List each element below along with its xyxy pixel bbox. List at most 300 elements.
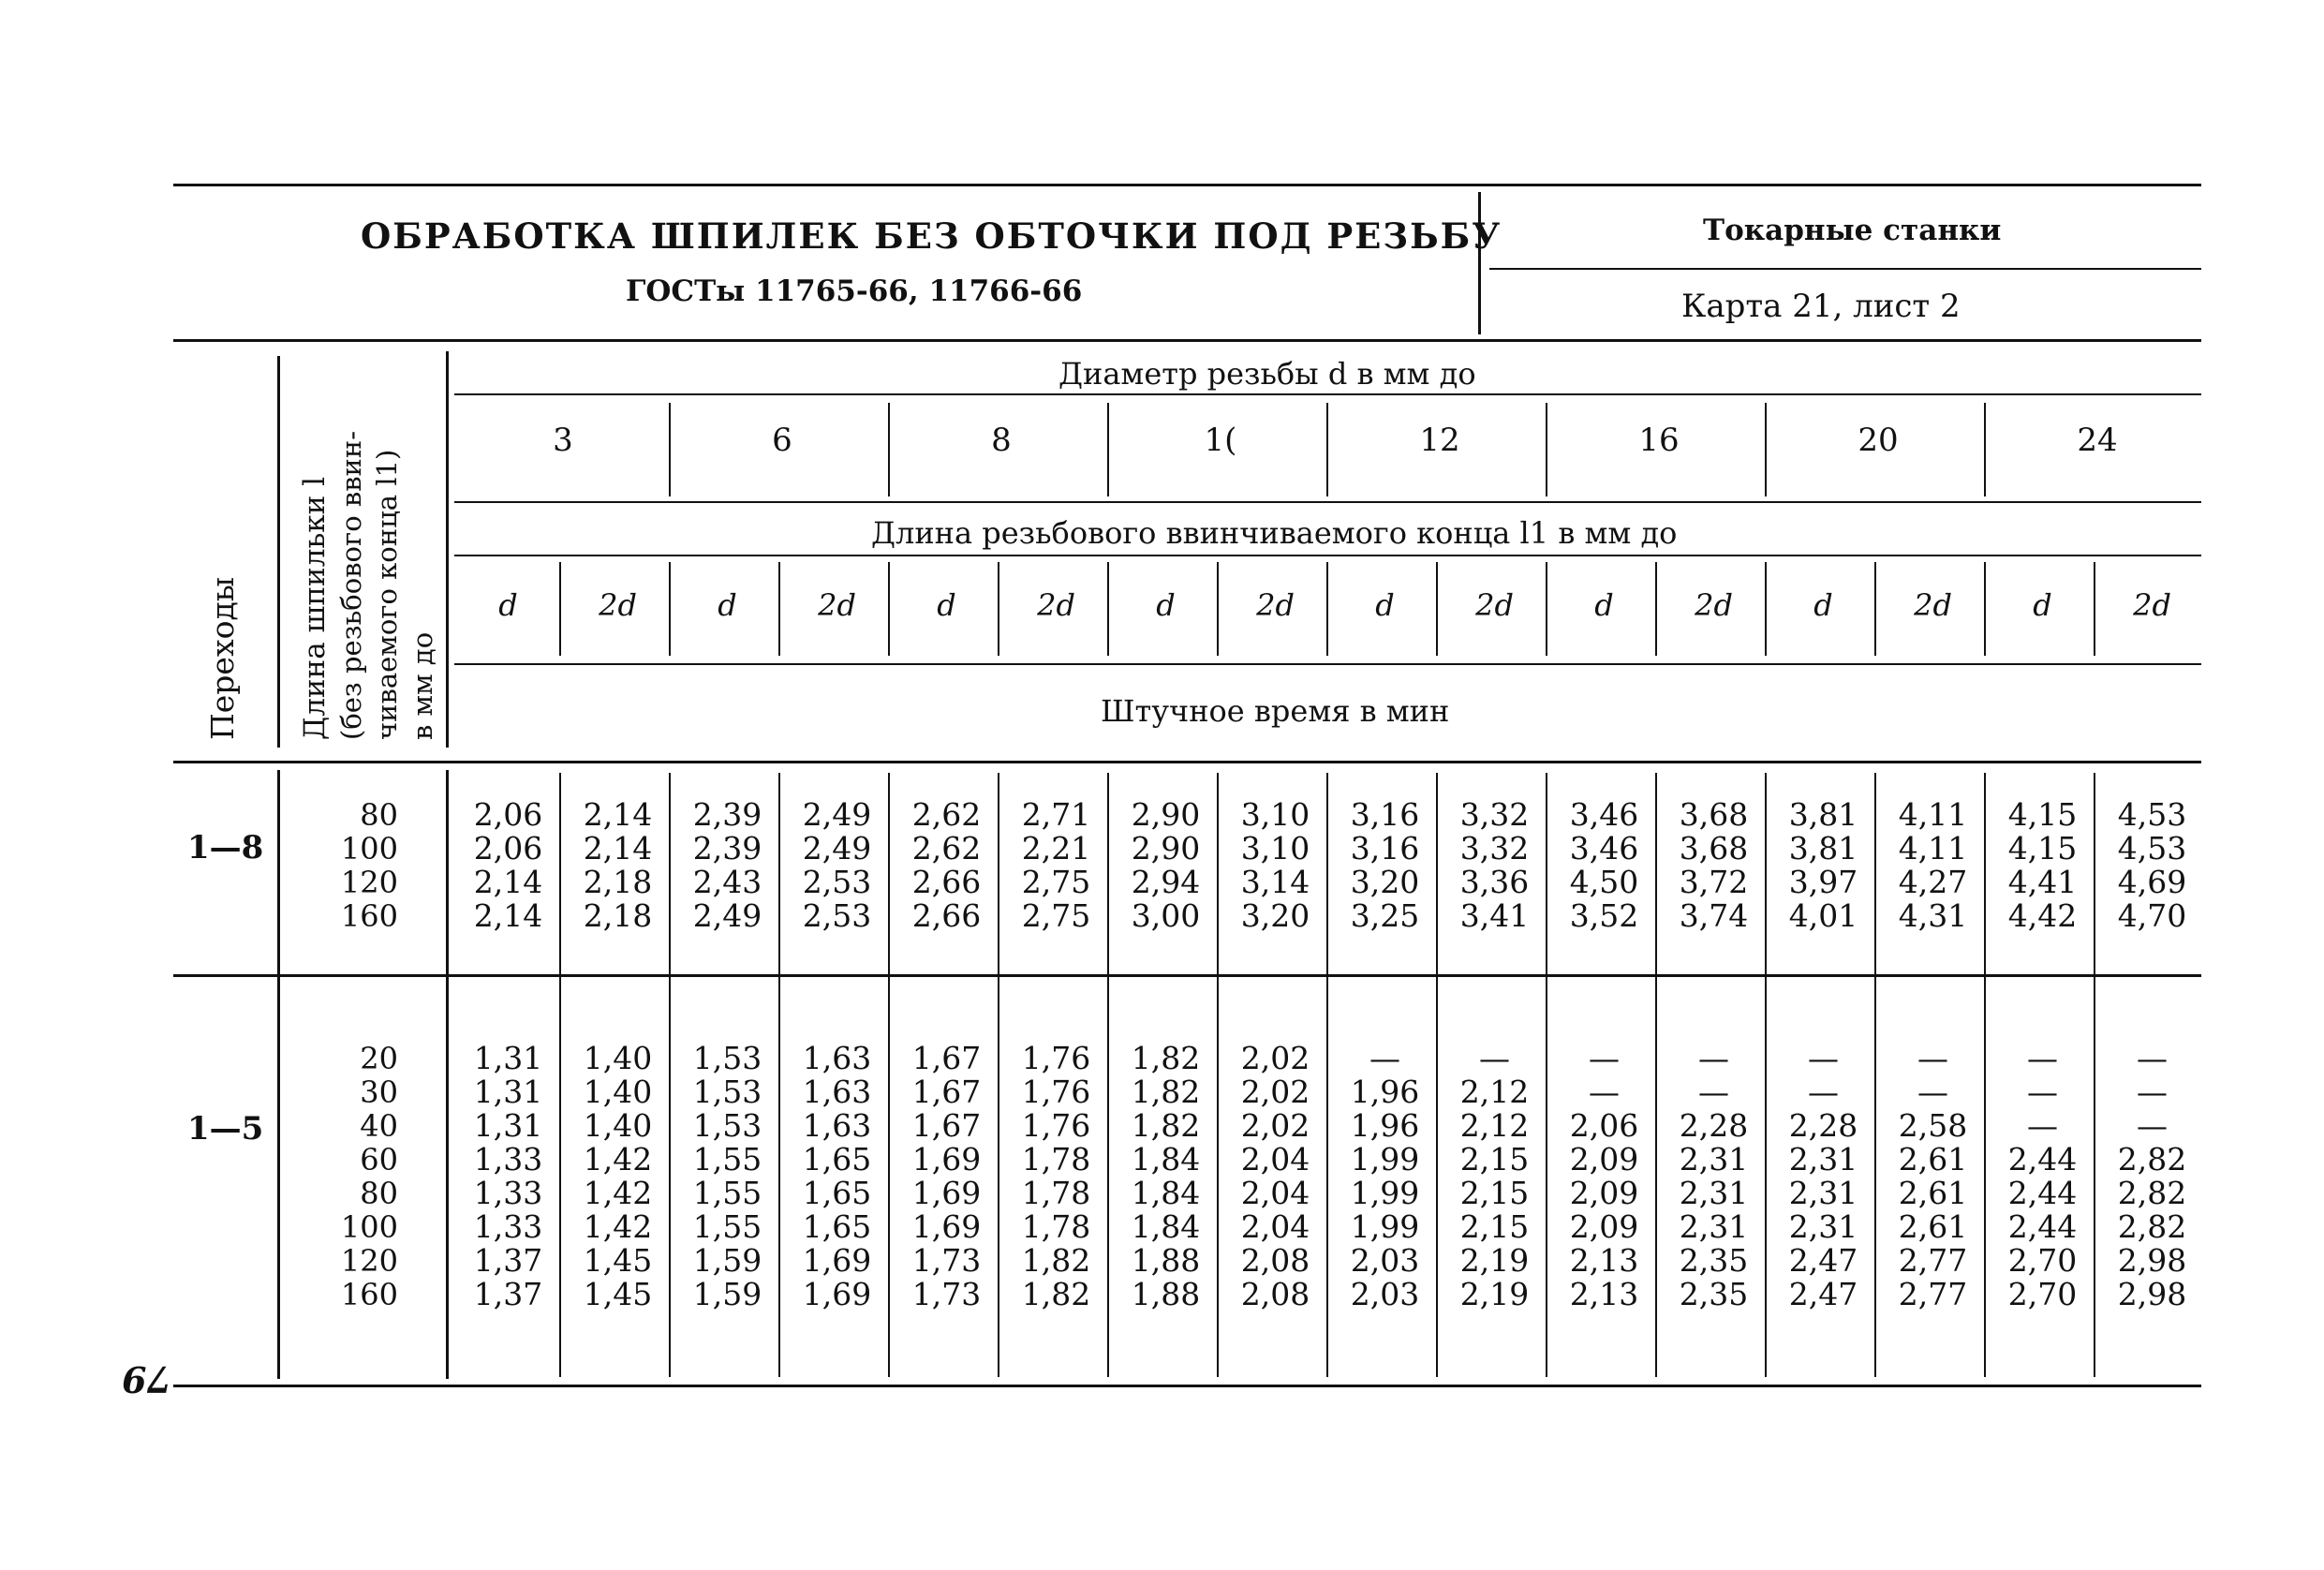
time-value: — [2137, 1107, 2168, 1144]
time-value: — [2137, 1040, 2168, 1076]
time-value: 1,76 [1021, 1107, 1091, 1144]
time-value: 2,82 [2117, 1141, 2187, 1178]
header-bottom-rule [173, 339, 2201, 342]
time-value: 1,99 [1350, 1208, 1420, 1245]
length-value: 120 [340, 865, 398, 900]
diameter-value: 6 [772, 422, 792, 459]
time-value: 2,04 [1240, 1175, 1310, 1211]
time-value: 1,69 [911, 1141, 982, 1178]
time-value: 1,55 [692, 1208, 762, 1245]
time-value: 2,77 [1898, 1276, 1968, 1312]
subcolumn-label: d [1375, 587, 1395, 623]
subcolumn-label: d [2033, 587, 2052, 623]
time-value: 2,09 [1569, 1141, 1639, 1178]
time-value: 1,37 [473, 1242, 543, 1279]
time-value: 2,47 [1788, 1242, 1858, 1279]
subcolumn-divider [1765, 562, 1767, 656]
length-column [323, 1042, 398, 1311]
time-value: 2,14 [583, 830, 653, 866]
time-value: 1,78 [1021, 1208, 1091, 1245]
time-value: 1,31 [473, 1040, 543, 1076]
time-value: 2,66 [911, 897, 982, 934]
subcolumn-label: d [718, 587, 737, 623]
length-value: 100 [340, 831, 398, 866]
rule-under-thread-length [454, 555, 2201, 556]
time-value: 4,15 [2007, 796, 2078, 833]
time-column [1663, 798, 1766, 933]
time-value: 1,69 [802, 1242, 872, 1279]
time-value: 2,61 [1898, 1141, 1968, 1178]
time-value: 2,19 [1459, 1242, 1530, 1279]
time-value: 2,13 [1569, 1276, 1639, 1312]
time-column [1443, 1042, 1547, 1311]
diameter-divider [1107, 403, 1109, 496]
time-value: 2,53 [802, 897, 872, 934]
time-value: 2,15 [1459, 1175, 1530, 1211]
subcolumn-label: 2d [1256, 587, 1295, 623]
gost-reference: ГОСТы 11765-66, 11766-66 [626, 274, 1083, 308]
time-value: 2,90 [1131, 796, 1201, 833]
time-value: 3,81 [1788, 830, 1858, 866]
subcolumn-label: d [498, 587, 518, 623]
time-value: 3,46 [1569, 796, 1639, 833]
time-value: 2,35 [1679, 1242, 1749, 1279]
time-value: — [1479, 1040, 1510, 1076]
time-value: 2,02 [1240, 1074, 1310, 1110]
page-title: ОБРАБОТКА ШПИЛЕК БЕЗ ОБТОЧКИ ПОД РЕЗЬБУ [361, 215, 1502, 257]
time-value: 1,40 [583, 1040, 653, 1076]
time-value: 1,84 [1131, 1208, 1201, 1245]
time-value: 1,82 [1131, 1107, 1201, 1144]
diameter-divider [1984, 403, 1986, 496]
time-value: 2,15 [1459, 1141, 1530, 1178]
subcolumn-label: d [1594, 587, 1614, 623]
time-value: 3,68 [1679, 830, 1749, 866]
time-value: — [2027, 1107, 2058, 1144]
length-column [323, 798, 398, 933]
time-value: 4,42 [2007, 897, 2078, 934]
time-value: — [1808, 1040, 1839, 1076]
time-value: 2,04 [1240, 1141, 1310, 1178]
time-value: 4,53 [2117, 796, 2187, 833]
length-value: 80 [360, 1176, 398, 1211]
time-value: 2,08 [1240, 1242, 1310, 1279]
subcolumn-divider [888, 562, 890, 656]
time-column [1882, 798, 1985, 933]
time-value: 4,41 [2007, 864, 2078, 900]
time-value: 2,82 [2117, 1175, 2187, 1211]
time-value: 2,13 [1569, 1242, 1639, 1279]
time-value: 1,73 [911, 1276, 982, 1312]
time-value: 2,15 [1459, 1208, 1530, 1245]
time-value: 1,42 [583, 1141, 653, 1178]
length-header-line2: (без резьбового ввин- [335, 431, 367, 740]
card-number: Карта 21, лист 2 [1681, 288, 1961, 325]
time-column [896, 798, 999, 933]
time-value: 1,96 [1350, 1074, 1420, 1110]
length-header-line4: в мм до [407, 631, 438, 740]
time-value: 2,31 [1679, 1208, 1749, 1245]
time-value: 1,96 [1350, 1107, 1420, 1144]
time-value: 4,31 [1898, 897, 1968, 934]
time-value: 1,76 [1021, 1040, 1091, 1076]
diameter-value: 3 [553, 422, 573, 459]
time-column [1224, 1042, 1327, 1311]
time-value: 1,53 [692, 1107, 762, 1144]
rule-under-diameter-header [454, 393, 2201, 395]
time-column [1553, 798, 1656, 933]
time-value: 1,33 [473, 1208, 543, 1245]
time-value: 2,35 [1679, 1276, 1749, 1312]
time-value: 2,94 [1131, 864, 1201, 900]
time-value: 3,52 [1569, 897, 1639, 934]
time-value: 4,69 [2117, 864, 2187, 900]
subcolumn-label: d [937, 587, 956, 623]
subcolumn-divider [1107, 562, 1109, 656]
time-value: 1,78 [1021, 1175, 1091, 1211]
time-column [676, 1042, 779, 1311]
time-value: 4,11 [1898, 830, 1968, 866]
diameter-header: Диаметр резьбы d в мм до [1058, 356, 1476, 392]
time-value: 1,88 [1131, 1242, 1201, 1279]
header-right-mid-rule [1489, 268, 2201, 270]
length-header-line1: Длина шпильки l [298, 476, 332, 740]
time-value: 2,66 [911, 864, 982, 900]
time-column [1882, 1042, 1985, 1311]
time-value: 1,78 [1021, 1141, 1091, 1178]
time-value: 2,62 [911, 830, 982, 866]
subcolumn-divider [1546, 562, 1547, 656]
time-value: 3,00 [1131, 897, 1201, 934]
time-column [1772, 1042, 1875, 1311]
time-value: 2,47 [1788, 1276, 1858, 1312]
time-value: 1,82 [1021, 1242, 1091, 1279]
subcolumn-divider [2094, 562, 2095, 656]
length-value: 160 [340, 898, 398, 934]
time-value: 2,12 [1459, 1074, 1530, 1110]
time-value: 3,81 [1788, 796, 1858, 833]
length-value: 100 [340, 1209, 398, 1245]
time-value: 3,20 [1240, 897, 1310, 934]
length-value: 80 [360, 797, 398, 833]
time-value: 1,84 [1131, 1141, 1201, 1178]
time-value: 4,27 [1898, 864, 1968, 900]
diameter-divider [888, 403, 890, 496]
time-value: 2,75 [1021, 864, 1091, 900]
time-value: 3,97 [1788, 864, 1858, 900]
time-value: 1,67 [911, 1040, 982, 1076]
time-column [1005, 798, 1108, 933]
time-value: 2,71 [1021, 796, 1091, 833]
time-column [1991, 1042, 2095, 1311]
time-value: 2,14 [473, 864, 543, 900]
time-value: 4,53 [2117, 830, 2187, 866]
time-value: 3,10 [1240, 830, 1310, 866]
header-divider [1478, 192, 1481, 334]
subcolumn-divider [1217, 562, 1219, 656]
length-value: 40 [360, 1108, 398, 1144]
time-value: 1,40 [583, 1107, 653, 1144]
subcolumn-divider [559, 562, 561, 656]
time-value: 2,61 [1898, 1208, 1968, 1245]
time-value: — [1917, 1074, 1948, 1110]
subcolumn-divider [669, 562, 671, 656]
length-value: 30 [360, 1074, 398, 1110]
time-value: 3,68 [1679, 796, 1749, 833]
time-column [1663, 1042, 1766, 1311]
time-column [786, 1042, 889, 1311]
time-value: 2,49 [802, 830, 872, 866]
subcolumn-divider [1874, 562, 1876, 656]
time-column [567, 1042, 670, 1311]
time-value: 3,32 [1459, 796, 1530, 833]
transitions-header: Переходы [204, 576, 241, 740]
diameter-value: 1( [1204, 422, 1237, 459]
time-value: 2,70 [2007, 1276, 2078, 1312]
bottom-rule [173, 1385, 2201, 1387]
time-column [457, 798, 560, 933]
subcolumn-divider [1436, 562, 1438, 656]
time-value: 1,63 [802, 1040, 872, 1076]
time-column [457, 1042, 560, 1311]
subcolumn-divider [998, 562, 999, 656]
time-value: 2,31 [1788, 1175, 1858, 1211]
diameter-divider [1765, 403, 1767, 496]
time-value: 2,31 [1788, 1141, 1858, 1178]
diameter-value: 24 [2077, 422, 2118, 459]
col-divider-length [446, 351, 449, 748]
time-value: 1,55 [692, 1141, 762, 1178]
time-column [1224, 798, 1327, 933]
group2-transitions: 1—5 [187, 1110, 264, 1148]
diameter-divider [1546, 403, 1547, 496]
time-value: 3,72 [1679, 864, 1749, 900]
subcolumn-label: 2d [1475, 587, 1514, 623]
time-value: 4,15 [2007, 830, 2078, 866]
time-value: 2,19 [1459, 1276, 1530, 1312]
time-value: 3,41 [1459, 897, 1530, 934]
rule-under-subcols [454, 663, 2201, 665]
length-value: 20 [360, 1041, 398, 1076]
time-value: 2,49 [692, 897, 762, 934]
time-value: 2,75 [1021, 897, 1091, 934]
time-value: 2,39 [692, 796, 762, 833]
time-value: 3,14 [1240, 864, 1310, 900]
time-value: 1,37 [473, 1276, 543, 1312]
time-value: 2,58 [1898, 1107, 1968, 1144]
time-value: — [1589, 1074, 1620, 1110]
time-value: 2,61 [1898, 1175, 1968, 1211]
time-value: 2,28 [1788, 1107, 1858, 1144]
diameter-divider [1326, 403, 1328, 496]
time-value: — [2137, 1074, 2168, 1110]
top-rule [173, 184, 2201, 186]
time-value: 1,42 [583, 1208, 653, 1245]
time-value: 2,39 [692, 830, 762, 866]
subcolumn-label: d [1156, 587, 1176, 623]
time-value: 1,53 [692, 1040, 762, 1076]
time-value: 2,82 [2117, 1208, 2187, 1245]
time-column [1334, 798, 1437, 933]
machine-type: Токарные станки [1703, 214, 2002, 247]
time-value: 2,18 [583, 897, 653, 934]
time-value: 1,82 [1021, 1276, 1091, 1312]
time-value: 1,84 [1131, 1175, 1201, 1211]
time-column [1005, 1042, 1108, 1311]
subcolumn-label: 2d [599, 587, 637, 623]
time-value: 2,43 [692, 864, 762, 900]
time-column [1334, 1042, 1437, 1311]
time-value: 1,45 [583, 1242, 653, 1279]
time-value: 2,31 [1679, 1141, 1749, 1178]
time-value: 2,44 [2007, 1208, 2078, 1245]
time-value: 1,69 [911, 1175, 982, 1211]
time-value: 1,88 [1131, 1276, 1201, 1312]
time-value: 1,53 [692, 1074, 762, 1110]
time-value: 3,16 [1350, 830, 1420, 866]
length-header-line3: чиваемого конца l1) [371, 449, 403, 740]
time-value: 3,16 [1350, 796, 1420, 833]
time-value: 2,77 [1898, 1242, 1968, 1279]
time-column [1772, 798, 1875, 933]
time-value: 2,44 [2007, 1175, 2078, 1211]
time-value: 1,40 [583, 1074, 653, 1110]
time-column [896, 1042, 999, 1311]
time-value: — [2027, 1040, 2058, 1076]
time-value: — [2027, 1074, 2058, 1110]
time-value: 2,53 [802, 864, 872, 900]
time-value: 2,09 [1569, 1208, 1639, 1245]
time-value: 1,55 [692, 1175, 762, 1211]
time-column [1115, 1042, 1218, 1311]
rule-under-diameters [454, 501, 2201, 503]
subcolumn-label: 2d [2133, 587, 2171, 623]
time-value: 1,67 [911, 1074, 982, 1110]
time-column [1115, 798, 1218, 933]
time-value: 4,11 [1898, 796, 1968, 833]
time-column [1443, 798, 1547, 933]
diameter-value: 16 [1638, 422, 1680, 459]
body-divider-length [446, 770, 449, 1379]
time-value: 1,65 [802, 1141, 872, 1178]
time-value: 1,33 [473, 1175, 543, 1211]
time-value: 2,49 [802, 796, 872, 833]
diameter-divider [669, 403, 671, 496]
time-value: — [1369, 1040, 1400, 1076]
time-value: 4,70 [2117, 897, 2187, 934]
subcolumn-label: 2d [1037, 587, 1075, 623]
time-value: 2,14 [473, 897, 543, 934]
time-value: 2,70 [2007, 1242, 2078, 1279]
length-value: 120 [340, 1243, 398, 1279]
time-column [567, 798, 670, 933]
length-value: 160 [340, 1277, 398, 1312]
time-value: 2,08 [1240, 1276, 1310, 1312]
time-value: 2,06 [473, 830, 543, 866]
diameter-value: 8 [991, 422, 1012, 459]
time-value: 3,10 [1240, 796, 1310, 833]
time-column [1553, 1042, 1656, 1311]
subcolumn-label: 2d [818, 587, 856, 623]
subcolumn-divider [1326, 562, 1328, 656]
diameter-value: 20 [1858, 422, 1899, 459]
time-value: 1,31 [473, 1107, 543, 1144]
time-value: 2,02 [1240, 1107, 1310, 1144]
time-value: 2,21 [1021, 830, 1091, 866]
time-value: 1,63 [802, 1074, 872, 1110]
time-value: 3,74 [1679, 897, 1749, 934]
body-divider-transitions [277, 770, 280, 1379]
time-value: 1,82 [1131, 1040, 1201, 1076]
time-value: 2,90 [1131, 830, 1201, 866]
time-value: 2,03 [1350, 1242, 1420, 1279]
time-value: 2,28 [1679, 1107, 1749, 1144]
time-value: — [1917, 1040, 1948, 1076]
time-value: 1,31 [473, 1074, 543, 1110]
time-value: 2,09 [1569, 1175, 1639, 1211]
group-separator [173, 974, 2201, 977]
time-value: 1,69 [802, 1276, 872, 1312]
time-value: 1,45 [583, 1276, 653, 1312]
time-value: 2,44 [2007, 1141, 2078, 1178]
time-value: — [1698, 1074, 1729, 1110]
time-column [676, 798, 779, 933]
time-value: 1,65 [802, 1175, 872, 1211]
time-value: 1,67 [911, 1107, 982, 1144]
thread-length-header: Длина резьбового ввинчиваемого конца l1 в мм до [871, 515, 1678, 551]
time-value: 1,73 [911, 1242, 982, 1279]
time-header: Штучное время в мин [1101, 693, 1450, 729]
time-column [1991, 798, 2095, 933]
time-column [786, 798, 889, 933]
subcolumn-divider [1984, 562, 1986, 656]
time-value: 3,20 [1350, 864, 1420, 900]
time-value: 1,59 [692, 1276, 762, 1312]
col-divider-transitions [277, 356, 280, 748]
time-value: 1,76 [1021, 1074, 1091, 1110]
subcolumn-divider [778, 562, 780, 656]
time-value: 1,42 [583, 1175, 653, 1211]
time-value: 2,06 [1569, 1107, 1639, 1144]
time-value: 2,04 [1240, 1208, 1310, 1245]
time-value: — [1808, 1074, 1839, 1110]
time-value: 2,02 [1240, 1040, 1310, 1076]
time-value: 1,33 [473, 1141, 543, 1178]
time-value: 2,98 [2117, 1242, 2187, 1279]
time-value: 2,06 [473, 796, 543, 833]
time-value: 4,01 [1788, 897, 1858, 934]
time-value: 1,59 [692, 1242, 762, 1279]
subcolumn-label: d [1813, 587, 1833, 623]
time-value: 1,65 [802, 1208, 872, 1245]
time-value: 3,25 [1350, 897, 1420, 934]
time-value: — [1698, 1040, 1729, 1076]
time-value: 3,36 [1459, 864, 1530, 900]
subcolumn-divider [1655, 562, 1657, 656]
time-value: 2,31 [1788, 1208, 1858, 1245]
time-value: 2,18 [583, 864, 653, 900]
time-value: 1,69 [911, 1208, 982, 1245]
time-value: 1,63 [802, 1107, 872, 1144]
diameter-value: 12 [1419, 422, 1460, 459]
group1-transitions: 1—8 [187, 829, 264, 866]
subcolumn-label: 2d [1914, 587, 1952, 623]
time-value: 3,32 [1459, 830, 1530, 866]
page-number: 79 [122, 1358, 171, 1400]
time-column [2101, 1042, 2204, 1311]
time-value: 2,03 [1350, 1276, 1420, 1312]
length-value: 60 [360, 1142, 398, 1178]
